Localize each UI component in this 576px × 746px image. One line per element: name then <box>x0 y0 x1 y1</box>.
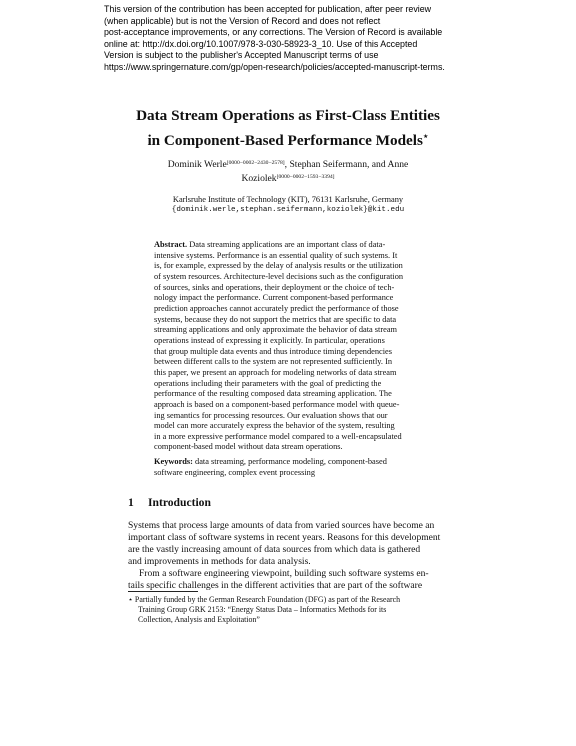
section-heading <box>128 496 211 509</box>
footnote <box>128 595 454 625</box>
abstract-line: component-based model without data stream operations. <box>154 442 343 452</box>
section-number: 1 <box>128 496 134 509</box>
abstract-line: approach is based on a component-based performance model with queue- <box>154 399 400 409</box>
affiliation-line: Karlsruhe Institute of Technology (KIT), 76131 Karlsruhe, Germany <box>172 195 404 204</box>
footnote-rule <box>128 591 198 592</box>
abstract-line: operations instead of expressing it explicitly. In particular, operations <box>154 335 385 345</box>
body-text <box>128 520 454 591</box>
keywords <box>154 457 426 478</box>
orcid-id: [0000−0002−1593−3394] <box>276 174 335 180</box>
abstract-line: between different calls to the system are not represented sufficiently. In <box>154 357 393 367</box>
abstract-line: streaming applications and only approximate the behavior of data stream <box>154 325 398 335</box>
abstract-line: this paper, we present an approach for modeling networks of data stream <box>154 367 397 377</box>
notice-line: https://www.springernature.com/gp/open-research/policies/accepted-manuscript-terms. <box>104 61 445 72</box>
keywords-line: software engineering, complex event processing <box>154 467 316 477</box>
notice-line: post-acceptance improvements, or any corrections. The Version of Record is available <box>104 27 443 38</box>
email-addresses: {dominik.werle,stephan.seifermann,koziolek}@kit.edu <box>171 206 405 214</box>
abstract-line: ing semantics for processing resources. Our evaluation shows that our <box>154 410 388 420</box>
abstract-line: in a more expressive performance model compared to a well-encapsulated <box>154 431 402 441</box>
title-line-1: Data Stream Operations as First-Class Entities <box>136 107 440 124</box>
footnote-text: Partially funded by the German Research Foundation (DFG) as part of the Research <box>132 595 401 604</box>
body-line: and improvements in methods for data analysis. <box>128 555 311 567</box>
abstract-line: prediction approaches cannot accurately predict the performance of those <box>154 303 399 313</box>
notice-line: online at: http://dx.doi.org/10.1007/978-3-030-58923-3_10. Use of this Accepted <box>104 38 418 49</box>
author-separator: , Stephan Seifermann, and Anne <box>284 159 409 170</box>
footnote-marker: ⋆ <box>128 595 133 604</box>
author-list <box>110 157 466 185</box>
paper-title <box>90 106 486 151</box>
footnote-first-line <box>128 595 454 605</box>
abstract-line: of system resources. Architecture-level decisions such as the configuration <box>154 271 404 281</box>
author-name: Dominik Werle <box>167 159 227 170</box>
body-line: important class of software systems in recent years. Reasons for this development <box>128 531 441 543</box>
body-line: tails specific challenges in the different activities that are part of the software <box>128 579 423 591</box>
notice-line: (when applicable) but is not the Version of Record and does not reflect <box>104 15 381 26</box>
abstract-line: is, for example, expressed by the delay of analysis results or the utilization <box>154 261 403 271</box>
footnote-line: Training Group GRK 2153: “Energy Status Data – Informatics Methods for its <box>138 605 387 615</box>
author-name: Koziolek <box>241 173 277 184</box>
abstract-line: performance of the resulting composed data streaming application. The <box>154 389 392 399</box>
title-line-2 <box>90 126 486 151</box>
abstract-label: Abstract. <box>154 240 188 249</box>
affiliation <box>110 194 466 216</box>
authors-line-2 <box>110 171 466 185</box>
abstract-line: systems, because they do not support the metrics that are specific to data <box>154 314 397 324</box>
keywords-first-line <box>154 457 426 468</box>
body-line: are the vastly increasing amount of data sources from which data is gathered <box>128 543 421 555</box>
abstract-line: nology impact the performance. Current component-based performance <box>154 293 394 303</box>
abstract-line: of sources, sinks and operations, their deployment or the choice of tech- <box>154 282 395 292</box>
footnote-line: Collection, Analysis and Exploitation” <box>138 615 260 625</box>
publisher-notice <box>104 4 476 74</box>
section-title: Introduction <box>148 496 211 509</box>
authors-line-1 <box>110 157 466 171</box>
abstract-line: operations including their parameters with the goal of predicting the <box>154 378 382 388</box>
keywords-label: Keywords: <box>154 457 193 466</box>
abstract <box>154 240 426 453</box>
abstract-first-line <box>154 240 426 251</box>
abstract-text: Data streaming applications are an important class of data- <box>187 240 386 249</box>
abstract-line: model can more accurately express the behavior of the system, resulting <box>154 421 395 431</box>
notice-line: Version is subject to the publisher's Accepted Manuscript terms of use <box>104 50 379 61</box>
body-line: Systems that process large amounts of data from varied sources have become an <box>128 520 435 531</box>
abstract-line: that group multiple data events and thus introduce timing dependencies <box>154 346 392 356</box>
keywords-text: data streaming, performance modeling, component-based <box>192 457 387 466</box>
orcid-id: [0000−0002−2430−2578] <box>226 160 285 166</box>
notice-line: This version of the contribution has been accepted for publication, after peer review <box>104 4 432 14</box>
title-footnote-marker: ⋆ <box>422 131 429 141</box>
title-line-2-text: in Component-Based Performance Models <box>147 132 423 150</box>
body-line: From a software engineering viewpoint, building such software systems en- <box>139 567 429 579</box>
abstract-line: intensive systems. Performance is an essential quality of such systems. It <box>154 250 398 260</box>
